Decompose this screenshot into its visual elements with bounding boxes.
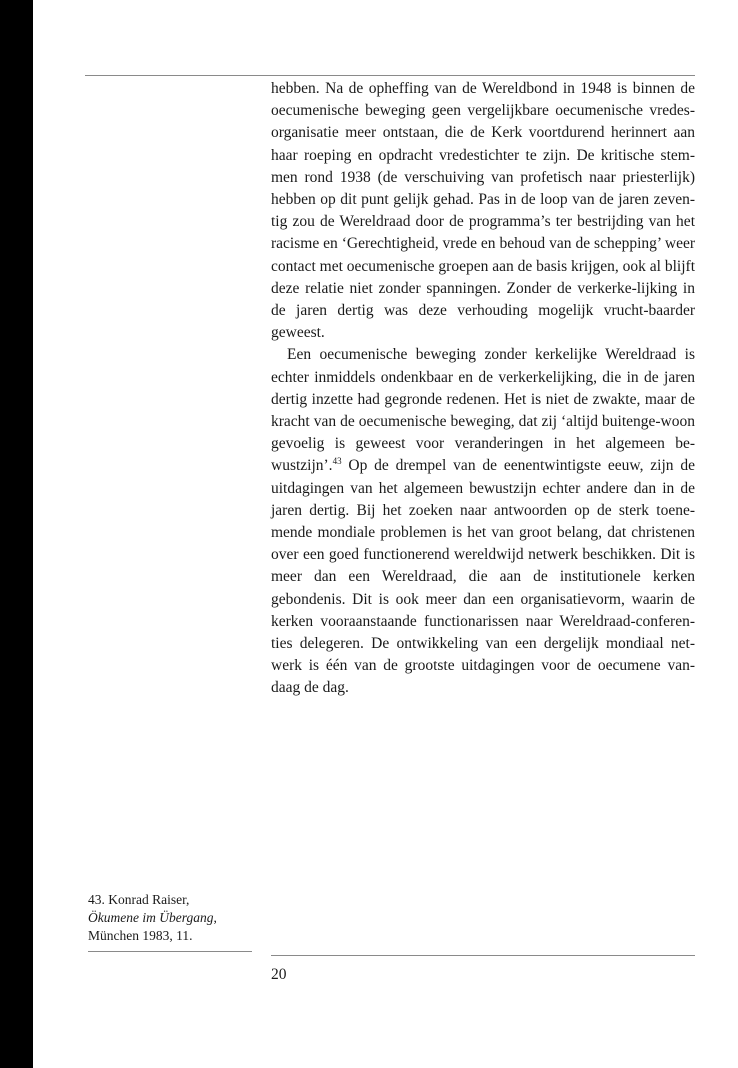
main-text [271, 78, 695, 700]
paragraph-2-part-1: Een oecumenische beweging zonder kerkelijke Wereldraad is echter inmiddels ondenkbaar en de verkerkelijking, die in de jaren dertig inzette had gegronde redenen. Het is niet de zwakte, maar de kracht van de oecumenische beweging, dat zij ‘altijd buitenge-woon gevoelig is geweest voor veranderingen in het algemeen be-wustzijn’. [271, 346, 695, 475]
top-rule [85, 75, 695, 76]
footnote-author: 43. Konrad Raiser, [88, 892, 190, 907]
paragraph-1: hebben. Na de opheffing van de Wereldbond in 1948 is binnen de oecumenische beweging geen vergelijkbare oecumenische vredes-organisatie meer ontstaan, die de Kerk voortdurend herinnert aan haar roeping en opdracht vredestichter te zijn. De kritische stem-men rond 1938 (de verschuiving van profetisch naar priesterlijk) hebben op dit punt gelijk gehad. Pas in de loop van de jaren zeven-tig zou de Wereldraad door de programma’s ter bestrijding van het racisme en ‘Gerechtigheid, vrede en behoud van de schepping’ weer contact met oecumenische groepen aan de basis krijgen, ook al blijft deze relatie niet zonder spanningen. Zonder de verkerke-lijking in de jaren dertig was deze verhouding mogelijk vrucht-baarder geweest. [271, 80, 695, 342]
bottom-rule [271, 955, 695, 956]
footnote-publication: München 1983, 11. [88, 928, 193, 943]
paragraph-2 [271, 344, 695, 699]
footnote-title: Ökumene im Übergang [88, 910, 214, 925]
footnote-reference: 43 [332, 456, 342, 467]
footnote [88, 891, 268, 945]
footnote-title-suffix: , [213, 910, 217, 925]
scan-margin-bar [0, 0, 33, 1068]
paragraph-2-part-2: Op de drempel van de eenentwintigste eeuw, zijn de uitdagingen van het algemeen bewustzijn echter andere dan in de jaren dertig. Bij het zoeken naar antwoorden op de sterk toene-mende mondiale problemen is het van groot belang, dat christenen over een goed functionerend wereldwijd netwerk beschikken. Dit is meer dan een Wereldraad, die aan de institutionele kerken gebondenis. Dit is ook meer dan een organisatievorm, waarin de kerken vooraanstaande functionarissen naar Wereldraad-conferen-ties delegeren. De ontwikkeling van een dergelijk mondiaal net-werk is één van de grootste uitdagingen voor de oecumene van-daag de dag. [271, 457, 695, 697]
page-number: 20 [271, 966, 287, 983]
footnote-rule [88, 951, 252, 952]
footnote-title-line [88, 909, 268, 927]
